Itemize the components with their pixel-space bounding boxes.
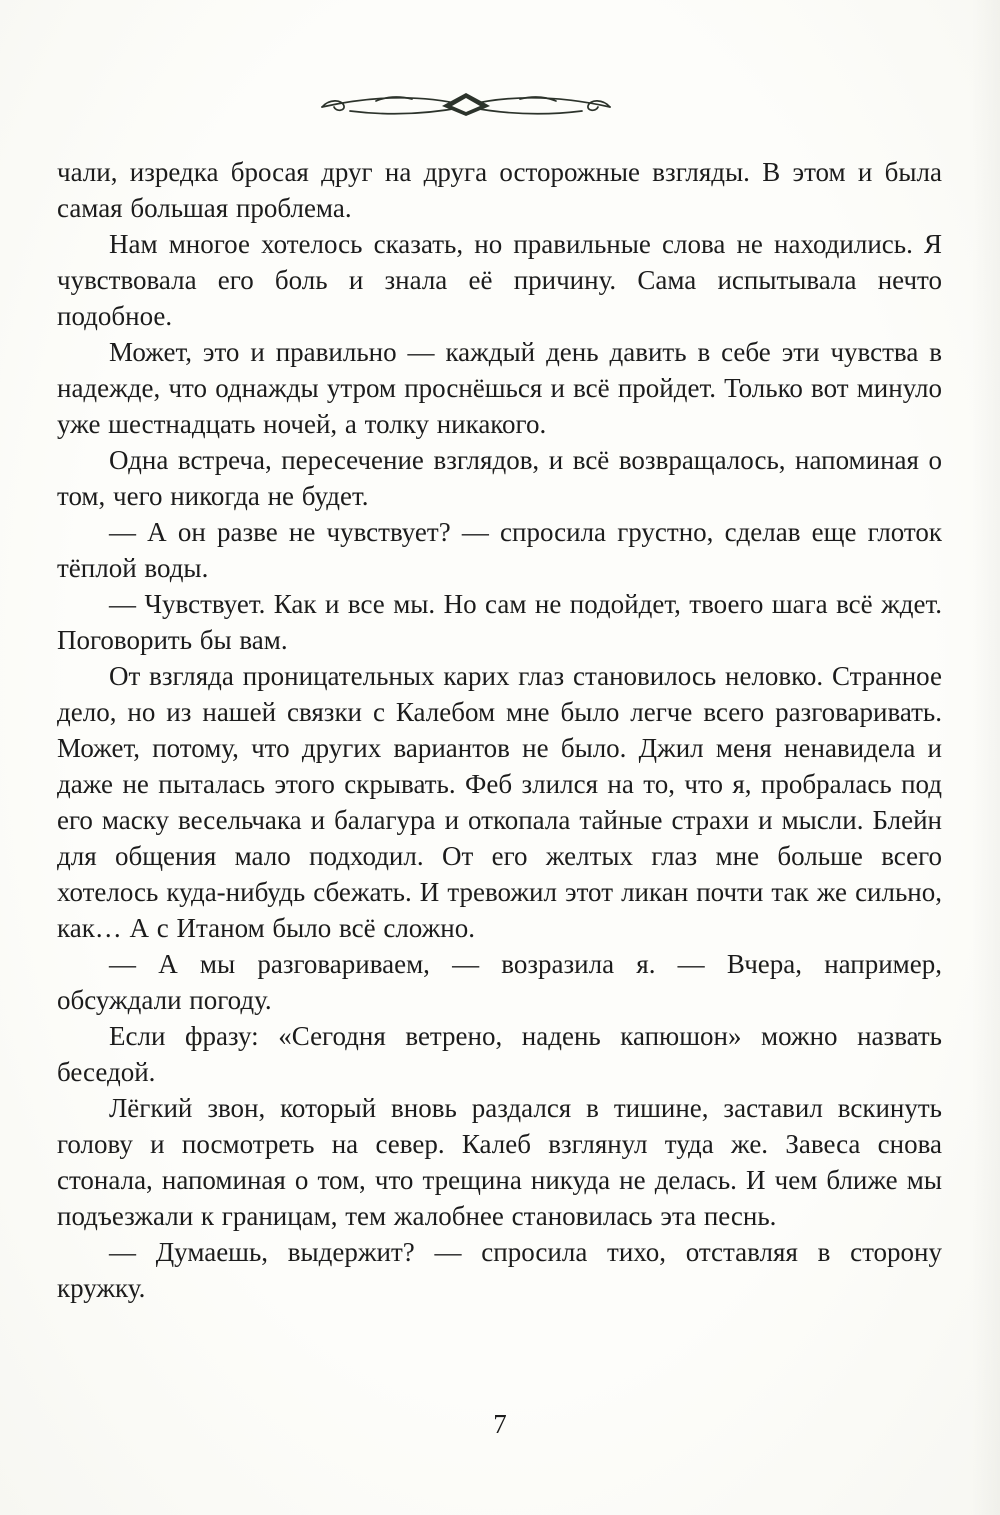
paragraph: Нам многое хотелось сказать, но правильные слова не находились. Я чувствовала его боль и знала её причину. Сама испытывала нечто подобное. [57,229,942,331]
divider-ornament [316,84,616,128]
paragraph: — Чувствует. Как и все мы. Но сам не подойдет, твоего шага всё ждет. Поговорить бы вам. [57,589,942,655]
paragraph: От взгляда проницательных карих глаз становилось неловко. Странное дело, но из нашей связки с Калебом мне было легче всего разговаривать. Может, потому, что других вариантов не было. Джил меня ненавидела и даже не пыталась этого скрывать. Феб злился на то, что я, пробралась под его маску весельчака и балагура и откопала тайные страхи и мысли. Блейн для общения мало подходил. От его желтых глаз мне больше всего хотелось куда-нибудь сбежать. И тревожил этот ликан почти так же сильно, как… А с Итаном было всё сложно. [57,661,942,943]
paragraph: чали, изредка бросая друг на друга осторожные взгляды. В этом и была самая большая проблема. [57,157,942,223]
page-number: 7 [493,1409,507,1439]
paragraph: Может, это и правильно — каждый день давить в себе эти чувства в надежде, что однажды утром проснёшься и всё пройдет. Только вот минуло уже шестнадцать ночей, а толку никакого. [57,337,942,439]
text-block [57,154,942,1306]
paragraph: — Думаешь, выдержит? — спросила тихо, отставляя в сторону кружку. [57,1237,942,1303]
scan-edge-shading [972,0,1000,1515]
paragraph: — А мы разговариваем, — возразила я. — Вчера, например, обсуждали погоду. [57,949,942,1015]
flourish-icon [316,84,616,128]
paragraph: Одна встреча, пересечение взглядов, и всё возвращалось, напоминая о том, чего никогда не будет. [57,445,942,511]
paragraph: — А он разве не чувствует? — спросила грустно, сделав еще глоток тёплой воды. [57,517,942,583]
paragraph: Если фразу: «Сегодня ветрено, надень капюшон» можно назвать беседой. [57,1021,942,1087]
paragraph: Лёгкий звон, который вновь раздался в тишине, заставил вскинуть голову и посмотреть на север. Калеб взглянул туда же. Завеса снова стонала, напоминая о том, что трещина никуда не делась. И чем ближе мы подъезжали к границам, тем жалобнее становилась эта песнь. [57,1093,942,1231]
